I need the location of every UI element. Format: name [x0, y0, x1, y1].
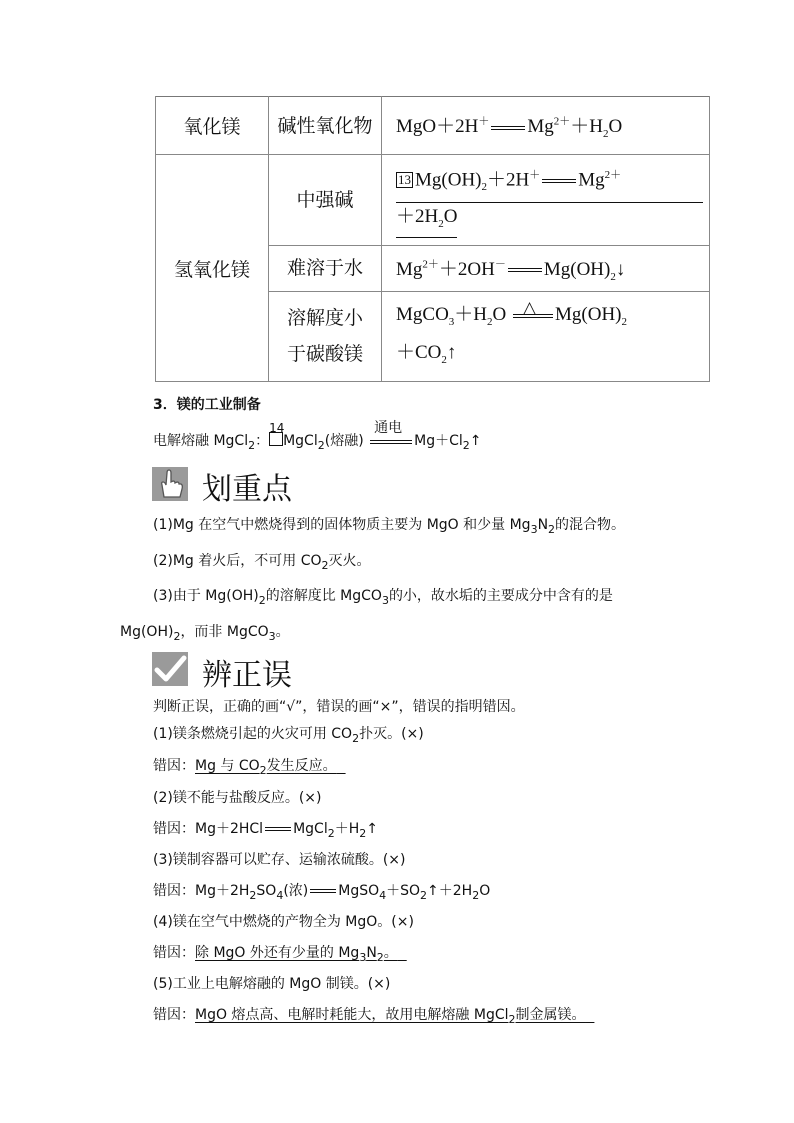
cell-name-mgoh2: 氢氧化镁: [156, 155, 269, 382]
focus-point-1: (1)Mg 在空气中燃烧得到的固体物质主要为 MgO 和少量 $Mg_3N_2$的混合物。: [153, 517, 626, 536]
table-row-mgoh2-base: [156, 155, 710, 245]
up-arrow-icon: ↑: [469, 433, 482, 449]
cell-property-insoluble: 难溶于水: [269, 245, 382, 291]
cell-name-mgo: 氧化镁: [156, 97, 269, 155]
answer-1: 错因：Mg 与 $CO_2$发生反应。: [153, 758, 337, 777]
section-3-title: 3．镁的工业制备: [153, 397, 261, 413]
question-4: (4)镁在空气中燃烧的产物全为 MgO。(×): [153, 914, 414, 930]
magnesium-compounds-table: [155, 96, 710, 382]
answer-5: 错因：MgO 熔点高、电解时耗能大，故用电解熔融 MgCl$_2$制金属镁。: [153, 1007, 586, 1026]
answer-3: 错因：$Mg+2H_2SO_4$(浓) $MgSO_4+SO_2↑+2H_2O$: [153, 883, 491, 902]
focus-point-3: (3)由于 $Mg(OH)_2$的溶解度比 MgCO$_3$的小，故水垢的主要成分中含有的是: [153, 588, 613, 607]
focus-heading: 划重点: [202, 472, 292, 507]
cell-equation-solubility: $MgCO_3+H_2O$ △ $Mg(OH)_2$ $+CO_2↑$: [382, 291, 710, 381]
judge-heading: 辨正误: [202, 658, 292, 693]
down-arrow-icon: ↓: [615, 258, 626, 280]
cell-property-base: 中强碱: [269, 155, 382, 245]
cell-equation-insoluble: $Mg^{2+}+2OH^-$ $Mg(OH)_2↓$: [382, 245, 710, 291]
focus-point-2: (2)Mg 着火后，不可用 $CO_2$灭火。: [153, 553, 371, 572]
cell-property-mgo: 碱性氧化物: [269, 97, 382, 155]
answer-2: 错因：Mg＋2HCl $MgCl_2+H_2↑$: [153, 821, 378, 840]
question-number-14: 14: [269, 432, 283, 446]
cell-equation-mgo: MgO＋2H＋ $Mg^{2+}+H_2O$: [382, 97, 710, 155]
question-2: (2)镁不能与盐酸反应。(×): [153, 790, 322, 806]
question-number-13: 13: [398, 171, 411, 187]
cell-property-solubility: 溶解度小 于碳酸镁: [269, 291, 382, 381]
judge-intro: 判断正误，正确的画“√”，错误的画“×”，错误的指明错因。: [153, 699, 525, 715]
up-arrow-icon: ↑: [366, 821, 378, 837]
heat-triangle-icon: △: [523, 298, 537, 318]
electrolysis-condition: 通电: [368, 431, 414, 451]
question-1: (1)镁条燃烧引起的火灾可用 $CO_2$扑灭。(×): [153, 726, 424, 745]
question-3: (3)镁制容器可以贮存、运输浓硫酸。(×): [153, 852, 406, 868]
question-5: (5)工业上电解熔融的 MgO 制镁。(×): [153, 976, 391, 992]
up-arrow-icon: ↑: [446, 342, 457, 364]
table-row-mgo: [156, 97, 710, 155]
checkmark-icon: [152, 652, 188, 686]
focus-point-3-continued: $Mg(OH)_2$，而非 MgCO$_3$。: [120, 624, 290, 643]
cell-equation-base: 13 $Mg(OH)_2+2H^+$ $Mg^{2+}$ $+2H_2O$: [382, 155, 710, 245]
hand-pointer-icon: [152, 467, 188, 501]
industrial-preparation-line: 电解熔融 MgCl$_2$： 14 MgCl$_2$(熔融) 通电 $Mg+Cl_2↑$: [153, 420, 482, 452]
answer-4: 错因：除 MgO 外还有少量的 $Mg_3N_2$。: [153, 945, 398, 964]
heating-condition: [511, 298, 555, 325]
